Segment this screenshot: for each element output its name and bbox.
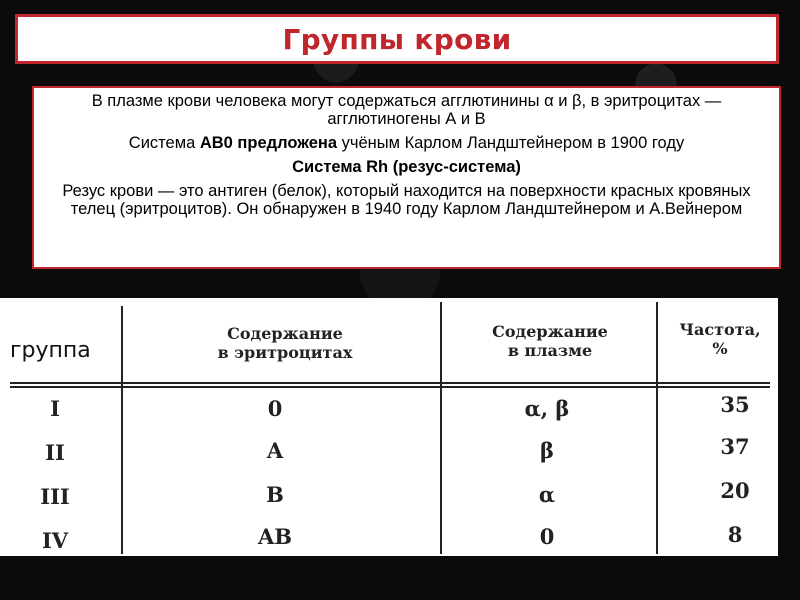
cell-plasma: β <box>540 438 554 463</box>
cell-erythrocytes: B <box>266 482 284 507</box>
cell-erythrocytes: 0 <box>267 396 283 421</box>
page-title: Группы крови <box>282 22 512 56</box>
cell-group: III <box>40 484 70 509</box>
cell-group: II <box>45 440 65 465</box>
info-line-ab0 <box>40 134 773 152</box>
table-col-line-2 <box>440 302 442 554</box>
title-box <box>15 14 779 64</box>
cell-erythrocytes: A <box>266 438 284 463</box>
ab0-bold: АВ0 предложена <box>199 134 338 152</box>
table-col-line-1 <box>121 306 123 554</box>
rh-heading: Система Rh (резус-система) <box>292 158 521 176</box>
info-box <box>32 86 781 269</box>
info-line-agglutinins: В плазме крови человека могут содержаться агглютинины α и β, в эритроцитах — агглютиногены А и В <box>91 92 722 128</box>
cell-group: IV <box>41 528 69 553</box>
cell-group: I <box>50 396 60 421</box>
cell-plasma: α <box>538 482 556 507</box>
cell-plasma: 0 <box>539 524 555 549</box>
cell-erythrocytes: AB <box>257 524 293 549</box>
rh-text: Резус крови — это антиген (белок), который находится на поверхности красных кровяных телец (эритроцитов). Он обнаружен в 1940 году Карлом Ландштейнером и А.Вейнером <box>62 182 751 218</box>
ab0-pre: Система <box>128 134 200 152</box>
table-col-line-3 <box>656 302 658 554</box>
cell-plasma: α, β <box>524 396 570 421</box>
header-plasma: Содержание в плазме <box>492 322 608 360</box>
bottom-dark-band <box>0 556 800 600</box>
cell-frequency: 35 <box>720 392 750 417</box>
blood-group-table <box>0 298 778 556</box>
cell-frequency: 37 <box>720 434 750 459</box>
header-group: группа <box>10 338 91 363</box>
ab0-post: учёным Карлом Ландштейнером в 1900 году <box>337 134 685 152</box>
cell-frequency: 8 <box>727 522 743 547</box>
right-dark-band <box>778 298 800 556</box>
cell-frequency: 20 <box>720 478 750 503</box>
header-erythrocytes: Содержание в эритроцитах <box>217 324 353 362</box>
header-frequency: Частота, % <box>679 320 761 358</box>
